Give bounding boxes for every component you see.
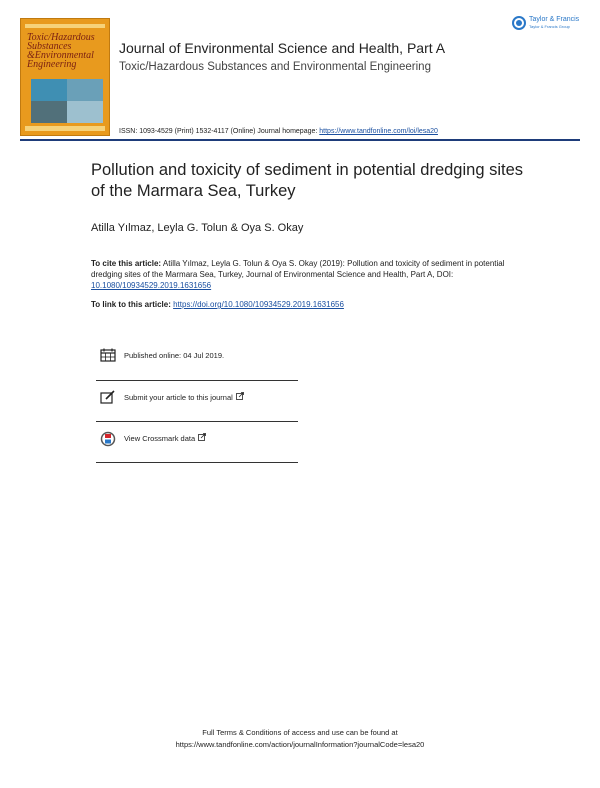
row-divider — [96, 380, 298, 381]
journal-subtitle: Toxic/Hazardous Substances and Environmental Engineering — [119, 61, 431, 73]
link-label: To link to this article: — [91, 300, 174, 309]
cover-top-band — [25, 24, 105, 28]
article-link-line — [91, 300, 344, 309]
citation-block — [91, 258, 511, 291]
cover-bottom-band — [25, 126, 105, 131]
cite-label: To cite this article: — [91, 259, 162, 268]
publisher-logo[interactable] — [512, 16, 579, 30]
footer-terms-link[interactable]: https://www.tandfonline.com/action/journalInformation?journalCode=lesa20 — [175, 740, 425, 749]
submit-article-text: Submit your article to this journal — [124, 392, 233, 402]
article-url-link[interactable]: https://doi.org/10.1080/10934529.2019.1631656 — [173, 300, 344, 309]
publisher-logo-icon — [512, 16, 526, 30]
terms-footer — [0, 727, 600, 751]
cover-title-line: Toxic/Hazardous — [27, 32, 95, 43]
row-divider — [96, 462, 298, 463]
journal-title: Journal of Environmental Science and Health, Part A — [119, 40, 446, 56]
crossmark-icon — [100, 431, 116, 445]
cover-title — [27, 33, 105, 69]
journal-cover-image — [20, 18, 110, 136]
issn-text: ISSN: 1093-4529 (Print) 1532-4117 (Online) Journal homepage: — [119, 128, 320, 135]
crossmark-link[interactable] — [100, 431, 206, 445]
journal-homepage-link[interactable]: https://www.tandfonline.com/loi/lesa20 — [319, 128, 438, 135]
cover-title-line: Substances — [27, 41, 72, 52]
cover-photo-collage — [31, 79, 103, 123]
cover-title-line: Engineering — [27, 59, 77, 70]
external-link-icon — [236, 392, 244, 402]
row-divider — [96, 421, 298, 422]
external-link-icon — [198, 433, 206, 443]
publisher-sub: Taylor & Francis Group — [529, 24, 570, 29]
edit-icon — [100, 390, 116, 404]
cover-title-line: &Environmental — [27, 50, 94, 61]
header-divider — [20, 139, 580, 141]
footer-line-1: Full Terms & Conditions of access and use can be found at — [202, 728, 398, 737]
article-title: Pollution and toxicity of sediment in potential dredging sites of the Marmara Sea, Turkey — [91, 161, 524, 200]
calendar-icon — [100, 348, 116, 362]
publisher-name: Taylor & Francis — [529, 16, 580, 23]
crossmark-text: View Crossmark data — [124, 433, 196, 443]
issn-line — [119, 128, 438, 135]
article-authors: Atilla Yılmaz, Leyla G. Tolun & Oya S. Okay — [91, 222, 304, 234]
submit-article-link[interactable] — [100, 390, 244, 404]
cite-text: Atilla Yılmaz, Leyla G. Tolun & Oya S. Okay (2019): Pollution and toxicity of sediment in potential dredging sites of the Marmara Sea, Turkey, Journal of Environmental Science and Health, Part A, DOI: — [91, 259, 505, 279]
doi-link[interactable]: 10.1080/10934529.2019.1631656 — [91, 281, 212, 290]
published-date-text: Published online: 04 Jul 2019. — [124, 350, 225, 360]
published-row — [100, 348, 224, 362]
